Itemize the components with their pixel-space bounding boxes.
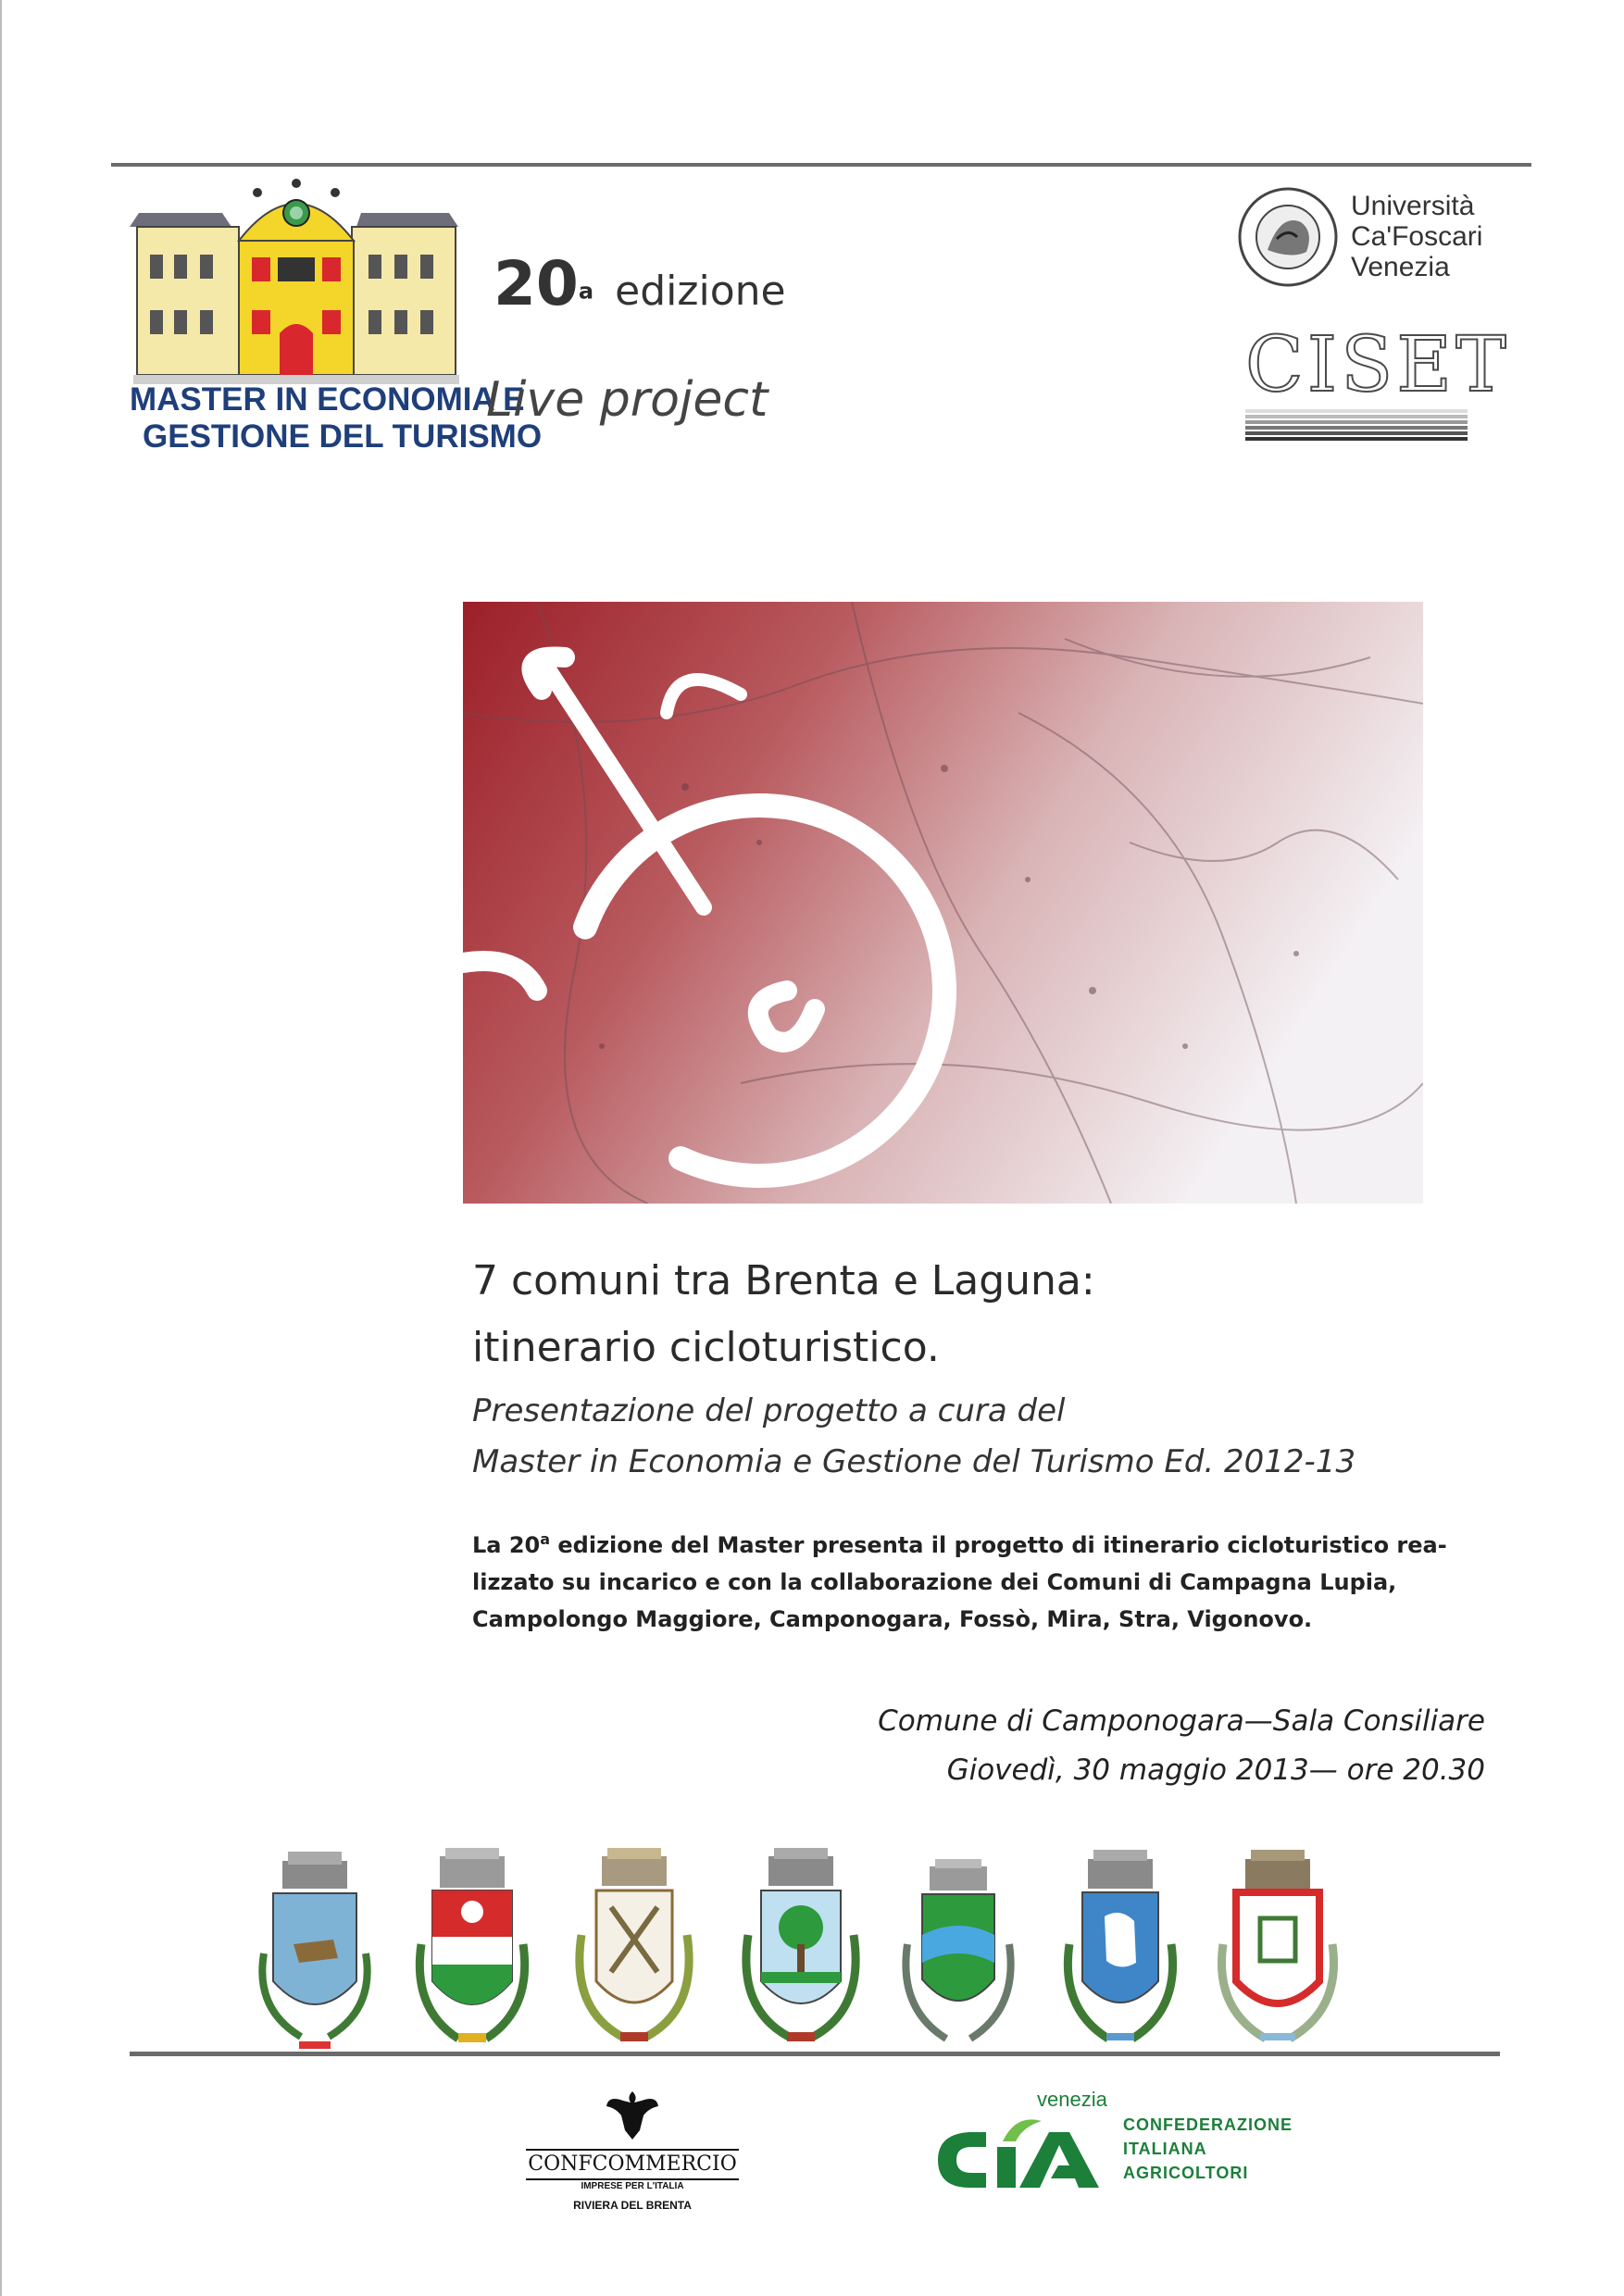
- top-divider: [111, 163, 1531, 167]
- cia-line2: ITALIANA: [1123, 2140, 1207, 2158]
- confcommercio-logo: [526, 2088, 739, 2212]
- bottom-divider: [130, 2052, 1500, 2056]
- event-title-line1: 7 comuni tra Brenta e Laguna:: [472, 1257, 1095, 1304]
- crest-fosso-icon: [731, 1842, 870, 2055]
- event-title-line2: itinerario cicloturistico.: [472, 1324, 940, 1371]
- description-line1-rest: edizione del Master presenta il progetto di itinerario cicloturistico rea-: [550, 1532, 1447, 1558]
- university-line3: Venezia: [1351, 252, 1450, 282]
- cia-line3: AGRICOLTORI: [1123, 2164, 1249, 2182]
- description-line2: lizzato su incarico e con la collaborazione dei Comuni di Campagna Lupia,: [472, 1569, 1397, 1595]
- description-line3: Campolongo Maggiore, Camponogara, Fossò, Mira, Stra, Vigonovo.: [472, 1606, 1313, 1632]
- cia-mark-icon: [931, 2114, 1116, 2197]
- university-line1: Università: [1351, 191, 1475, 221]
- description: [472, 1521, 1491, 1638]
- crest-vigonovo-icon: [1208, 1842, 1347, 2055]
- edition-sup: a: [578, 278, 594, 305]
- master-logo-line2: GESTIONE DEL TURISMO: [143, 418, 543, 455]
- eagle-icon: [605, 2088, 660, 2141]
- ciset-logo: [1245, 321, 1510, 444]
- cia-city: venezia: [1037, 2088, 1107, 2111]
- bicycle-map-illustration: [463, 602, 1423, 1204]
- university-logo: [1236, 185, 1542, 296]
- master-logo-line1: MASTER IN ECONOMIA E: [130, 381, 525, 418]
- crest-campagna-lupia-icon: [245, 1842, 384, 2055]
- hero-image: [463, 602, 1423, 1204]
- university-seal-icon: [1236, 185, 1340, 289]
- building-icon: [130, 176, 463, 389]
- venue-line2: Giovedì, 30 maggio 2013— ore 20.30: [946, 1753, 1485, 1787]
- subtitle-line1: Presentazione del progetto a cura del: [472, 1392, 1066, 1429]
- description-sup: a: [540, 1530, 551, 1548]
- venue-line1: Comune di Camponogara—Sala Consiliare: [878, 1704, 1485, 1738]
- page-edge: [0, 0, 2, 2296]
- crest-campolongo-maggiore-icon: [403, 1842, 542, 2055]
- subtitle-line2: Master in Economia e Gestione del Turismo Ed. 2012-13: [472, 1443, 1356, 1480]
- cia-logo: [931, 2088, 1319, 2208]
- cia-line1: CONFEDERAZIONE: [1123, 2115, 1293, 2134]
- description-line1: [472, 1521, 1491, 1564]
- confcommercio-tag: IMPRESE PER L'ITALIA: [581, 2181, 684, 2191]
- confcommercio-area: RIVIERA DEL BRENTA: [573, 2199, 692, 2212]
- university-line2: Ca'Foscari: [1351, 221, 1483, 252]
- confcommercio-name: CONFCOMMERCIO: [526, 2149, 739, 2180]
- description-prefix: La 20: [472, 1532, 541, 1558]
- ciset-text: CISET: [1245, 321, 1510, 409]
- edition-number: 20: [493, 248, 579, 319]
- live-project-label: Live project: [486, 372, 768, 428]
- crest-stra-icon: [1051, 1842, 1190, 2055]
- ciset-stripes-icon: [1245, 409, 1468, 443]
- crest-mira-icon: [889, 1842, 1028, 2055]
- edition-label: [493, 248, 786, 319]
- edition-word: edizione: [615, 268, 786, 315]
- crest-camponogara-icon: [565, 1842, 704, 2055]
